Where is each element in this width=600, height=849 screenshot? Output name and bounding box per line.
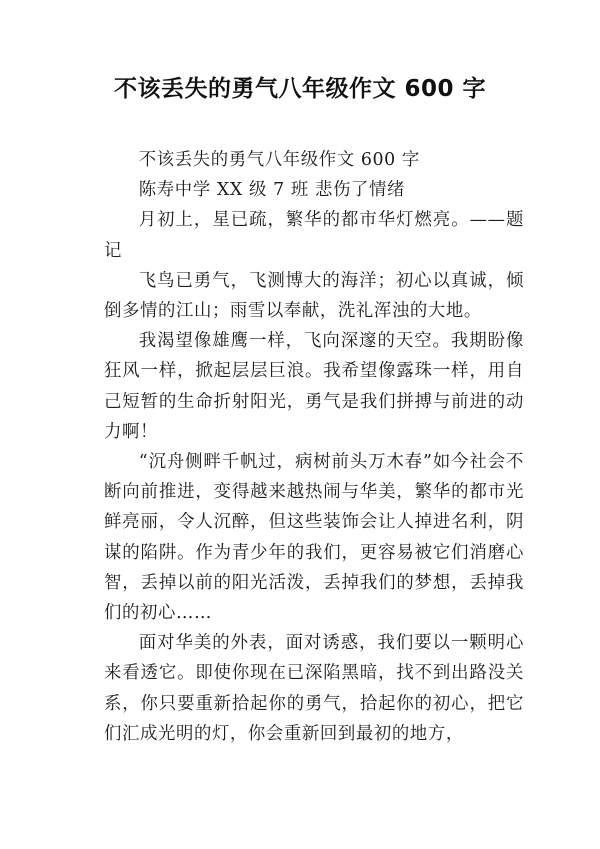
paragraph-body: “沉舟侧畔千帆过，病树前头万木春”如今社会不断向前推进，变得越来越热闹与华美，繁华的都市光鲜亮丽，令人沉醉，但这些装饰会让人掉进名利，阴谋的陷阱。作为青少年的我们，更容易被它们消磨心智，丢掉以前的阳光活泼，丢掉我们的梦想，丢掉我们的初心…… (104, 452, 524, 624)
paragraph-body: 面对华美的外表，面对诱惑，我们要以一颗明心来看透它。即使你现在已深陷黑暗，找不到出路没关系，你只要重新拾起你的勇气，拾起你的初心，把它们汇成光明的灯，你会重新回到最初的地方， (104, 633, 524, 744)
document-title: 不该丢失的勇气八年级作文 600 字 (113, 76, 487, 102)
paragraph-subtitle: 不该丢失的勇气八年级作文 600 字 (138, 150, 420, 170)
document-body (104, 145, 524, 749)
paragraph-author: 陈寿中学 XX 级 7 班 悲伤了情绪 (138, 180, 405, 201)
paragraph-body: 我渴望像雄鹰一样，飞向深邃的天空。我期盼像狂风一样，掀起层层巨浪。我希望像露珠一样，用自己短暂的生命折射阳光，勇气是我们拼搏与前进的动力啊！ (104, 331, 524, 442)
paragraph-epigraph: 月初上，星已疏，繁华的都市华灯燃亮。——题记 (104, 210, 524, 261)
paragraph-body: 飞鸟已勇气，飞测博大的海洋；初心以真诚，倾倒多情的江山；雨雪以奉献，洗礼浑浊的大地。 (104, 270, 524, 322)
